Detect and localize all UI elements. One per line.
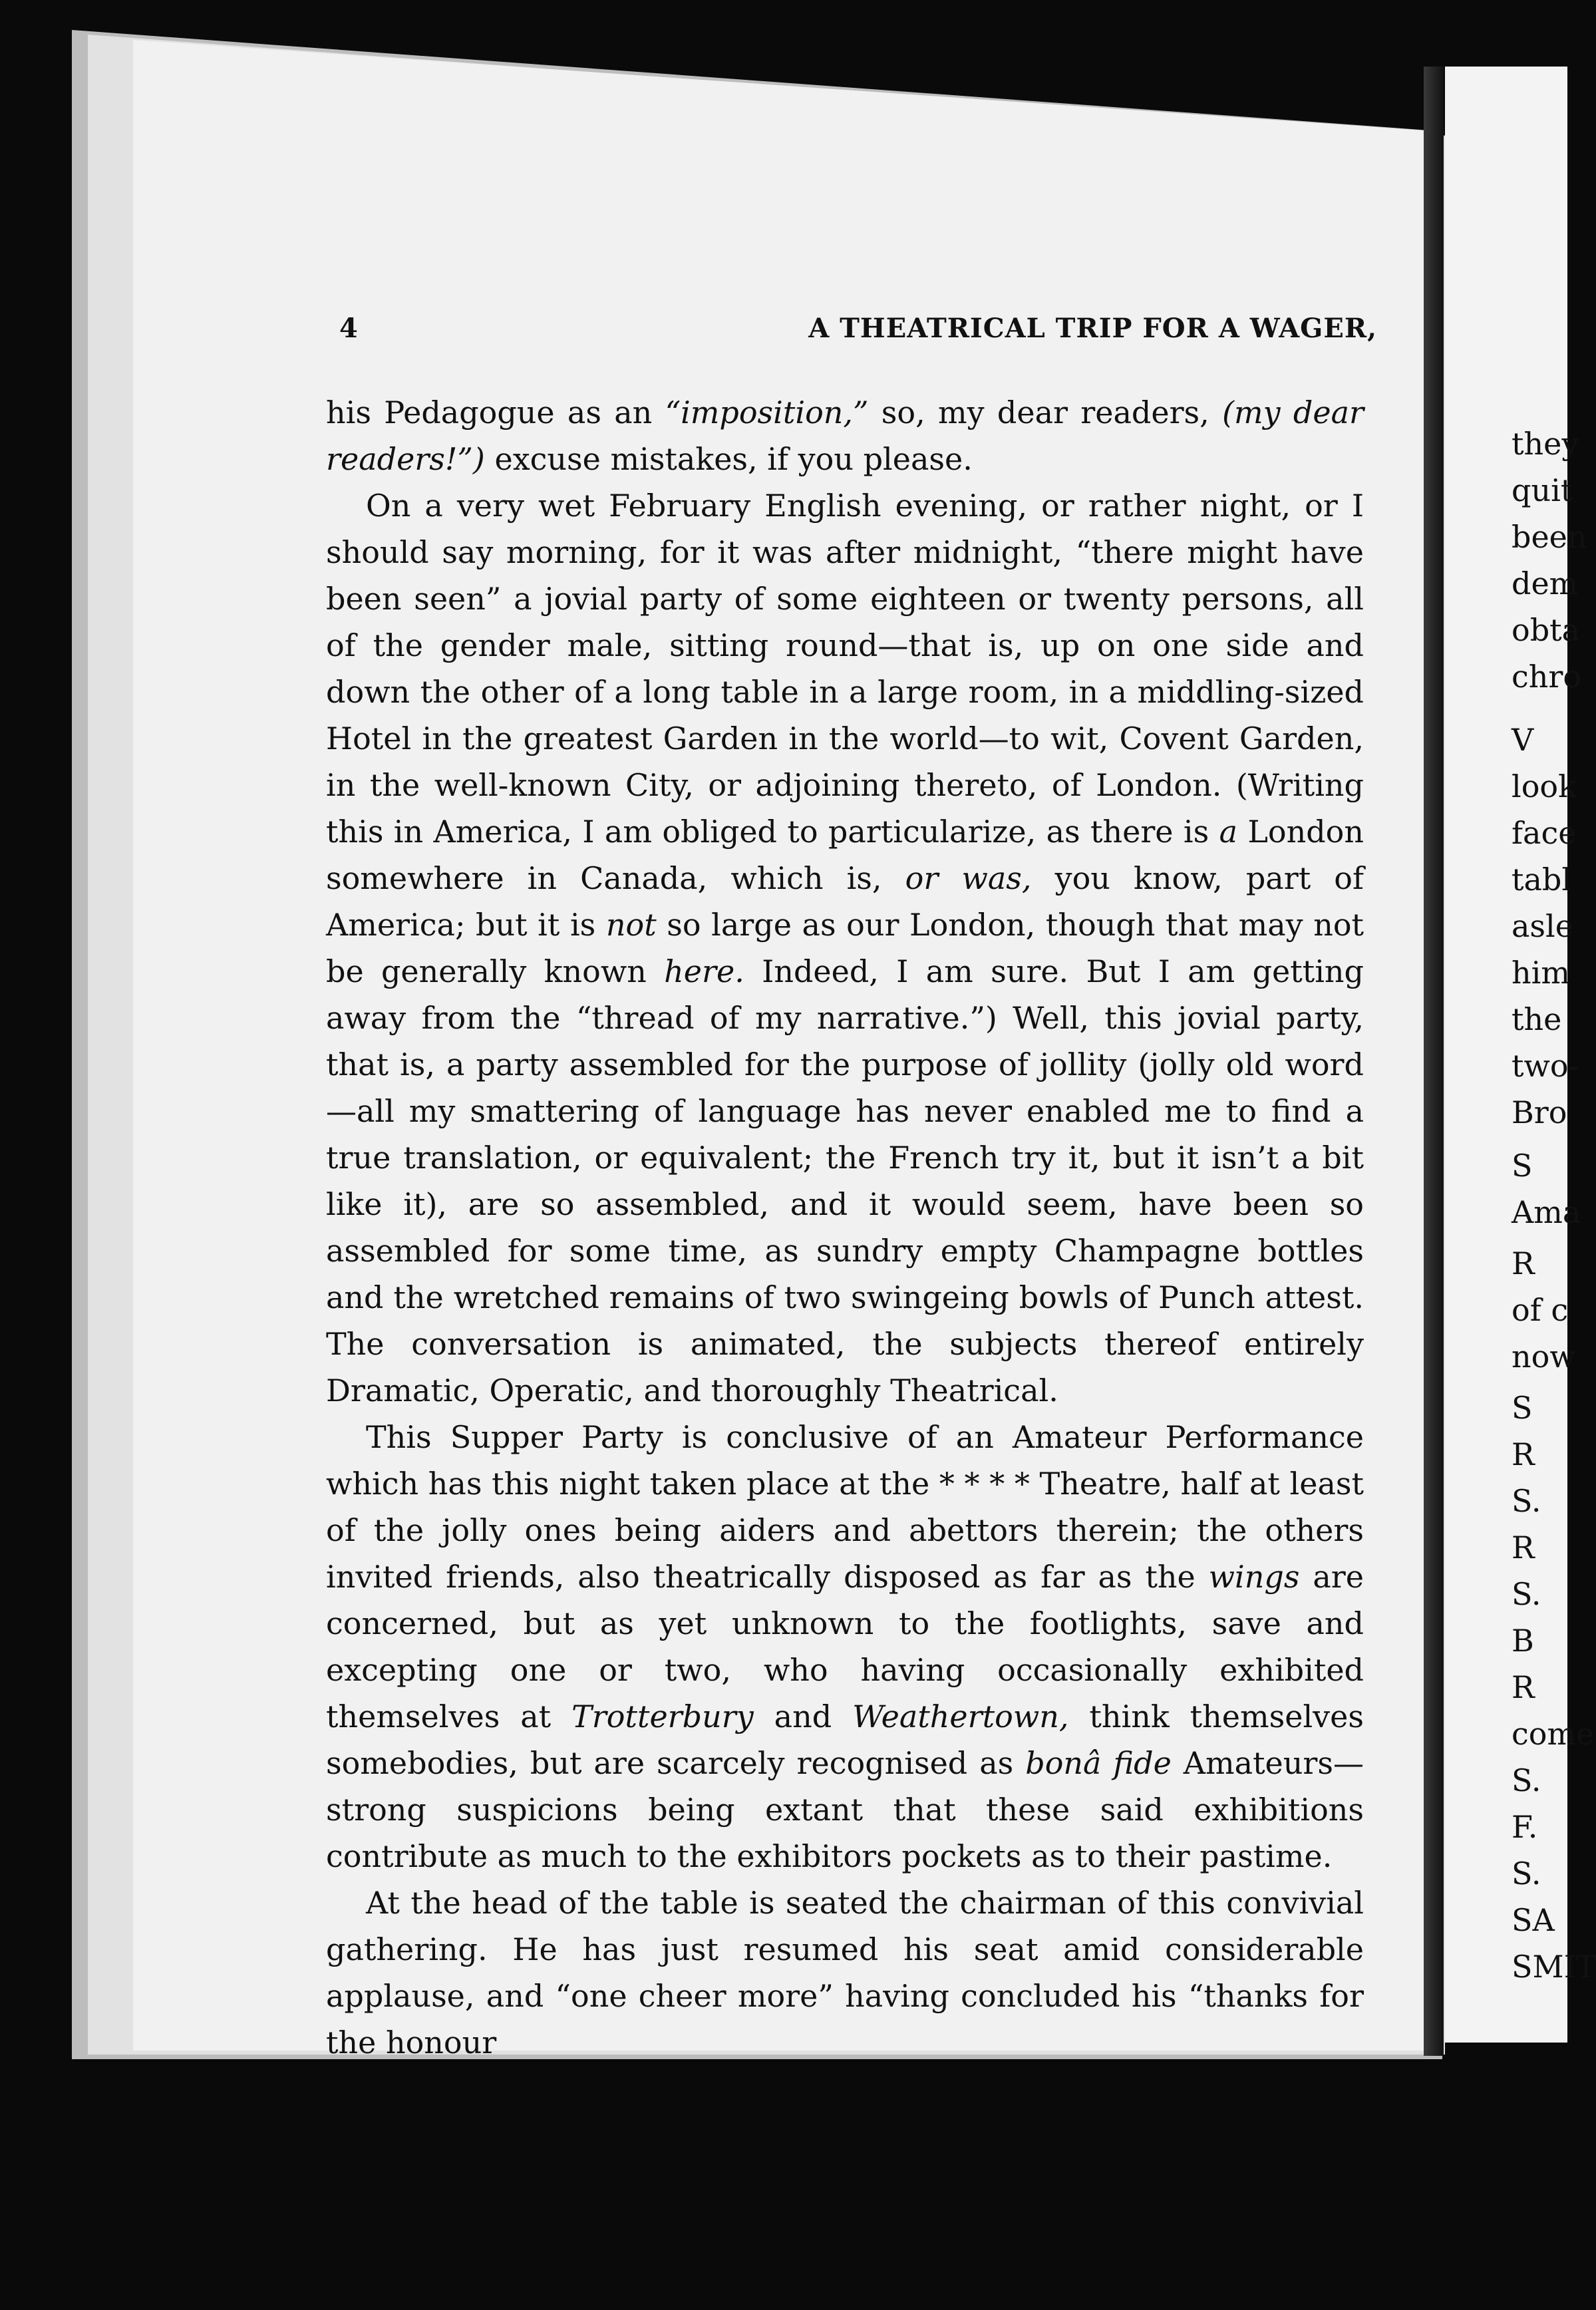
facing-page-fragment: S. xyxy=(1512,1483,1541,1519)
facing-page-fragment: R xyxy=(1512,1669,1535,1705)
text-run: his Pedagogue as an xyxy=(326,395,665,430)
facing-page-fragment: chro xyxy=(1512,659,1582,695)
text-run: Amateurs—strong suspicions being extant that these said exhibitions contribute as much to the exhibitors pockets as to their pastime. xyxy=(326,1745,1364,1874)
facing-page-fragment: look xyxy=(1512,768,1577,804)
italic-text: Weathertown, xyxy=(852,1699,1069,1734)
running-title: A THEATRICAL TRIP FOR A WAGER, xyxy=(808,313,1377,344)
facing-page-fragment: of c xyxy=(1512,1292,1569,1328)
facing-page-fragment: Ama xyxy=(1512,1194,1581,1230)
facing-page-fragment: come xyxy=(1512,1716,1595,1752)
text-run: so large as our London, though that may not be generally known xyxy=(326,907,1364,989)
italic-text: (my dear readers!”) xyxy=(326,395,1364,477)
facing-page-fragment: F. xyxy=(1512,1809,1538,1845)
facing-page-fragment: two- xyxy=(1512,1048,1579,1084)
facing-page xyxy=(1445,67,1596,2043)
facing-page-fragment: they xyxy=(1512,426,1579,462)
facing-page-fragment: dem xyxy=(1512,566,1579,601)
text-run: excuse mistakes, if you please. xyxy=(484,441,973,477)
facing-page-fragment: S. xyxy=(1512,1856,1541,1892)
gutter-shadow xyxy=(1424,67,1444,2056)
facing-page-fragment: the xyxy=(1512,1001,1562,1037)
italic-text: bonâ fide xyxy=(1025,1745,1172,1781)
text-run: and xyxy=(753,1699,853,1734)
facing-page-fragment: tabl xyxy=(1512,862,1572,898)
italic-text: a xyxy=(1219,814,1237,850)
facing-page-fragment: SMIT xyxy=(1512,1949,1596,1985)
page-number: 4 xyxy=(339,313,358,344)
facing-page-fragment: R xyxy=(1512,1245,1535,1281)
facing-page-fragment: R xyxy=(1512,1530,1535,1566)
facing-page-fragment: S xyxy=(1512,1390,1533,1426)
facing-page-fragment: SA xyxy=(1512,1902,1555,1938)
facing-page-fragment: S xyxy=(1512,1148,1533,1184)
paragraph xyxy=(326,1414,1364,1880)
facing-page-fragment: R xyxy=(1512,1436,1535,1472)
italic-text: not xyxy=(605,907,657,943)
facing-page-fragment: been xyxy=(1512,519,1587,555)
italic-text: Trotterbury xyxy=(571,1699,754,1734)
text-run: you know, part of America; but it is xyxy=(326,860,1364,943)
paragraph xyxy=(326,389,1364,482)
facing-page-fragment: him xyxy=(1512,955,1570,991)
text-run: At the head of the table is seated the chairman of this convivial gathering. He has just resumed his seat amid considerable applause, and “one cheer more” having concluded his “thanks for the honour xyxy=(326,1885,1364,2061)
facing-page-fragment: asle xyxy=(1512,908,1573,944)
facing-page-fragment: Bro xyxy=(1512,1094,1567,1130)
facing-page-fragment: S. xyxy=(1512,1576,1541,1612)
paragraph xyxy=(326,1880,1364,2066)
text-run: Indeed, I am sure. But I am getting away from the “thread of my narrative.”) Well, this jovial party, that is, a party assembled for the purpose of jollity (jolly old word—all my smattering of language has never enabled me to find a true translation, or equivalent; the French try it, but it isn’t a bit like it), are so assembled, and it would seem, have been so assembled for some time, as sundry empty Champagne bottles and the wretched remains of two swingeing bowls of Punch attest. The conversation is animated, the subjects thereof entirely Dramatic, Operatic, and thoroughly Theatrical. xyxy=(326,953,1364,1408)
italic-text: wings xyxy=(1208,1559,1300,1595)
facing-page-fragment: B xyxy=(1512,1623,1534,1659)
facing-page-fragment: now xyxy=(1512,1339,1576,1375)
page-header xyxy=(339,313,1377,353)
text-run: This Supper Party is conclusive of an Amateur Performance which has this night taken place at the * * * * Theatre, half at least of the jolly ones being aiders and abettors therein; the others invited friends, also theatrically disposed as far as the xyxy=(326,1419,1364,1595)
text-run: so, my dear readers, xyxy=(868,395,1223,430)
facing-page-fragment: V xyxy=(1512,722,1534,758)
text-run: London somewhere in Canada, which is, xyxy=(326,814,1364,896)
text-run: are concerned, but as yet unknown to the footlights, save and excepting one or two, who having occasionally exhibited themselves at xyxy=(326,1559,1364,1734)
facing-page-fragment: S. xyxy=(1512,1762,1541,1798)
body-text xyxy=(326,389,1364,2066)
text-run: On a very wet February English evening, or rather night, or I should say morning, for it was after midnight, “there might have been seen” a jovial party of some eighteen or twenty persons, all of the gender male, sitting round—that is, up on one side and down the other of a long table in a large room, in a middling-sized Hotel in the greatest Garden in the world—to wit, Covent Garden, in the well-known City, or adjoining thereto, of London. (Writing this in America, I am obliged to particularize, as there is xyxy=(326,488,1364,850)
facing-page-fragment: quit xyxy=(1512,472,1573,508)
italic-text: “imposition,” xyxy=(665,395,869,430)
facing-page-fragment: obta xyxy=(1512,612,1581,648)
italic-text: here. xyxy=(664,953,744,989)
italic-text: or was, xyxy=(905,860,1032,896)
paragraph xyxy=(326,482,1364,1414)
facing-page-fragment: face xyxy=(1512,815,1577,851)
text-run: think themselves somebodies, but are scarcely recognised as xyxy=(326,1699,1364,1781)
